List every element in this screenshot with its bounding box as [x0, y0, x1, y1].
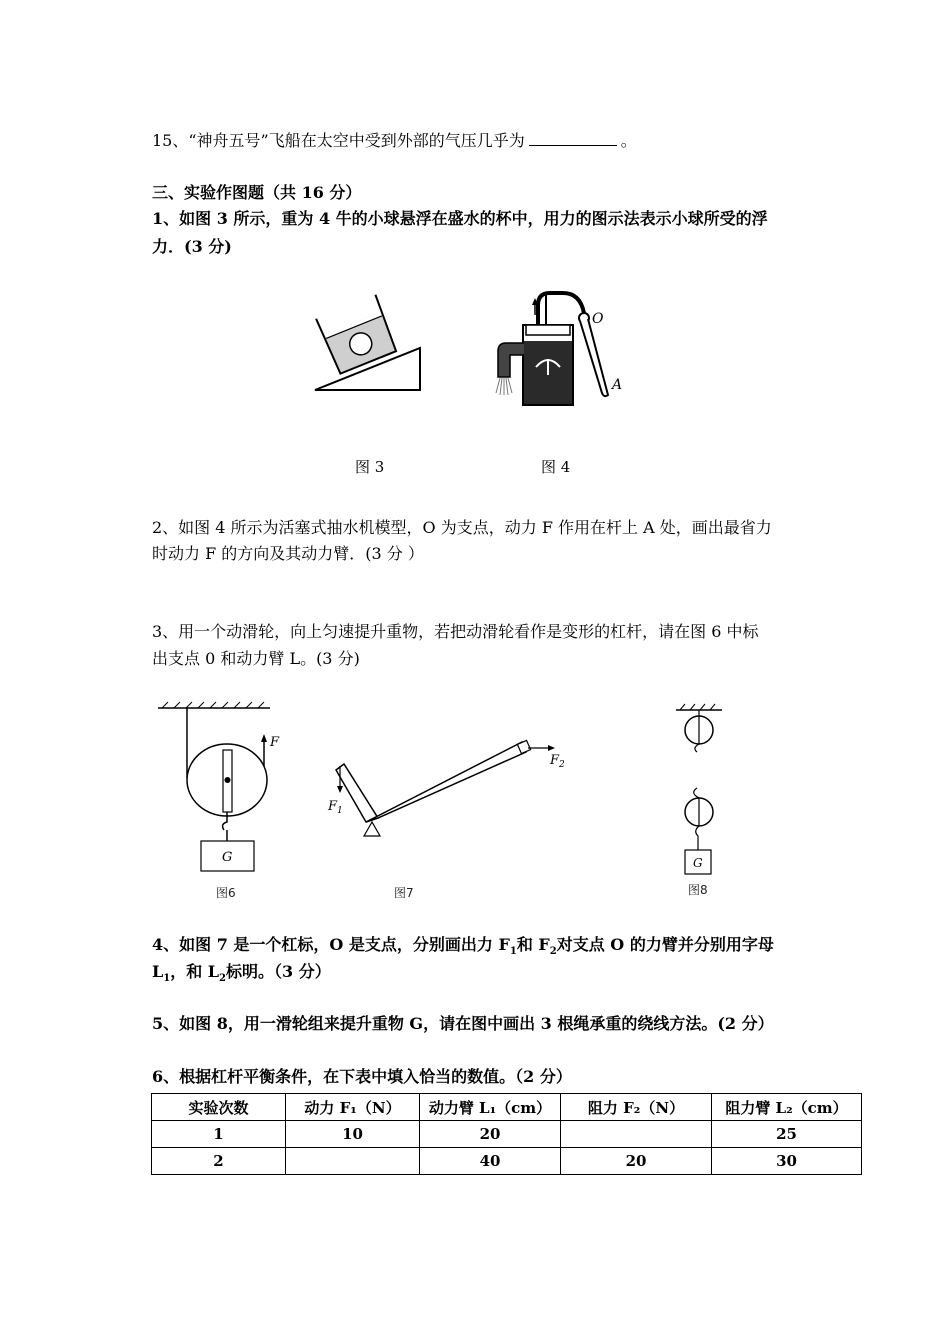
table-cell: 25: [712, 1121, 862, 1148]
question-1-line-2: 力．(3 分): [152, 237, 232, 256]
figure-4-pump: [488, 285, 628, 410]
figure-8-pulley-set: [670, 700, 730, 880]
q4-sub-2: 2: [549, 946, 557, 958]
q4-sub-4: 2: [219, 973, 227, 985]
question-15-text: 15、“神舟五号”飞船在太空中受到外部的气压几乎为: [152, 131, 525, 150]
question-4-line-2: [152, 961, 331, 990]
figure-8-caption: 图8: [688, 883, 708, 897]
table-header-cell: 动力臂 L₁（cm）: [420, 1094, 561, 1121]
fig6-weight-label: G: [222, 850, 233, 865]
question-3-line-2: 出支点 0 和动力臂 L。(3 分): [152, 649, 360, 668]
fig7-f1-label: $F_1$: [328, 799, 343, 816]
table-cell: 10: [286, 1121, 420, 1148]
question-6: 6、根据杠杆平衡条件，在下表中填入恰当的数值。（2 分）: [152, 1067, 572, 1086]
fig4-label-a: A: [612, 377, 623, 393]
q4-text-a: 4、如图 7 是一个杠标，O 是支点，分别画出力 F: [152, 935, 510, 954]
figure-4-caption: 图 4: [541, 458, 571, 476]
question-1-line-1: 1、如图 3 所示，重为 4 牛的小球悬浮在盛水的杯中，用力的图示法表示小球所受的浮: [152, 209, 768, 228]
q4-text-d: L: [152, 962, 164, 981]
q4-text-e: ，和 L: [170, 962, 220, 981]
q4-sub-3: 1: [163, 973, 171, 985]
table-cell: 30: [712, 1148, 862, 1175]
fig4-label-o: O: [592, 311, 604, 327]
answer-blank[interactable]: [529, 131, 617, 146]
table-cell: 2: [152, 1148, 286, 1175]
figure-6-caption: 图6: [216, 886, 236, 900]
table-header-cell: 实验次数: [152, 1094, 286, 1121]
figure-7-lever: [326, 738, 576, 848]
q4-text-c: 对支点 O 的力臂并分别用字母: [556, 935, 774, 954]
table-cell: 20: [420, 1121, 561, 1148]
q4-text-f: 标明。（3 分）: [226, 962, 331, 981]
question-3-line-1: 3、用一个动滑轮，向上匀速提升重物，若把动滑轮看作是变形的杠杆，请在图 6 中标: [152, 622, 759, 641]
q4-sub-1: 1: [509, 946, 517, 958]
figure-7-caption: 图7: [394, 886, 414, 900]
figure-3-caption: 图 3: [355, 458, 385, 476]
question-4-line-1: [152, 934, 774, 963]
table-cell-blank[interactable]: [561, 1121, 712, 1148]
question-15-end: 。: [620, 131, 637, 150]
question-2-line-1: 2、如图 4 所示为活塞式抽水机模型，O 为支点，动力 F 作用在杆上 A 处，画出最省力: [152, 518, 772, 537]
q4-text-b: 和 F: [516, 935, 550, 954]
fig7-f2-label: $F_2$: [550, 753, 565, 770]
table-row: [152, 1148, 862, 1175]
table-header-row: [152, 1094, 862, 1121]
question-5: 5、如图 8，用一滑轮组来提升重物 G，请在图中画出 3 根绳承重的绕线方法。(2 分）: [152, 1014, 774, 1033]
table-header-cell: 阻力 F₂（N）: [561, 1094, 712, 1121]
lever-balance-table: [151, 1093, 862, 1175]
fig8-weight-label: G: [693, 856, 703, 870]
table-header-cell: 阻力臂 L₂（cm）: [712, 1094, 862, 1121]
figure-6-pulley: [150, 698, 280, 878]
table-cell: 1: [152, 1121, 286, 1148]
table-cell-blank[interactable]: [286, 1148, 420, 1175]
fig6-force-label: F: [270, 735, 280, 750]
table-row: [152, 1121, 862, 1148]
table-cell: 20: [561, 1148, 712, 1175]
figure-3-beaker: [310, 290, 425, 395]
section-heading: 三、实验作图题（共 16 分）: [152, 183, 362, 202]
table-header-cell: 动力 F₁（N）: [286, 1094, 420, 1121]
question-2-line-2: 时动力 F 的方向及其动力臂．(3 分 ）: [152, 544, 424, 563]
question-15: [152, 130, 637, 152]
table-cell: 40: [420, 1148, 561, 1175]
